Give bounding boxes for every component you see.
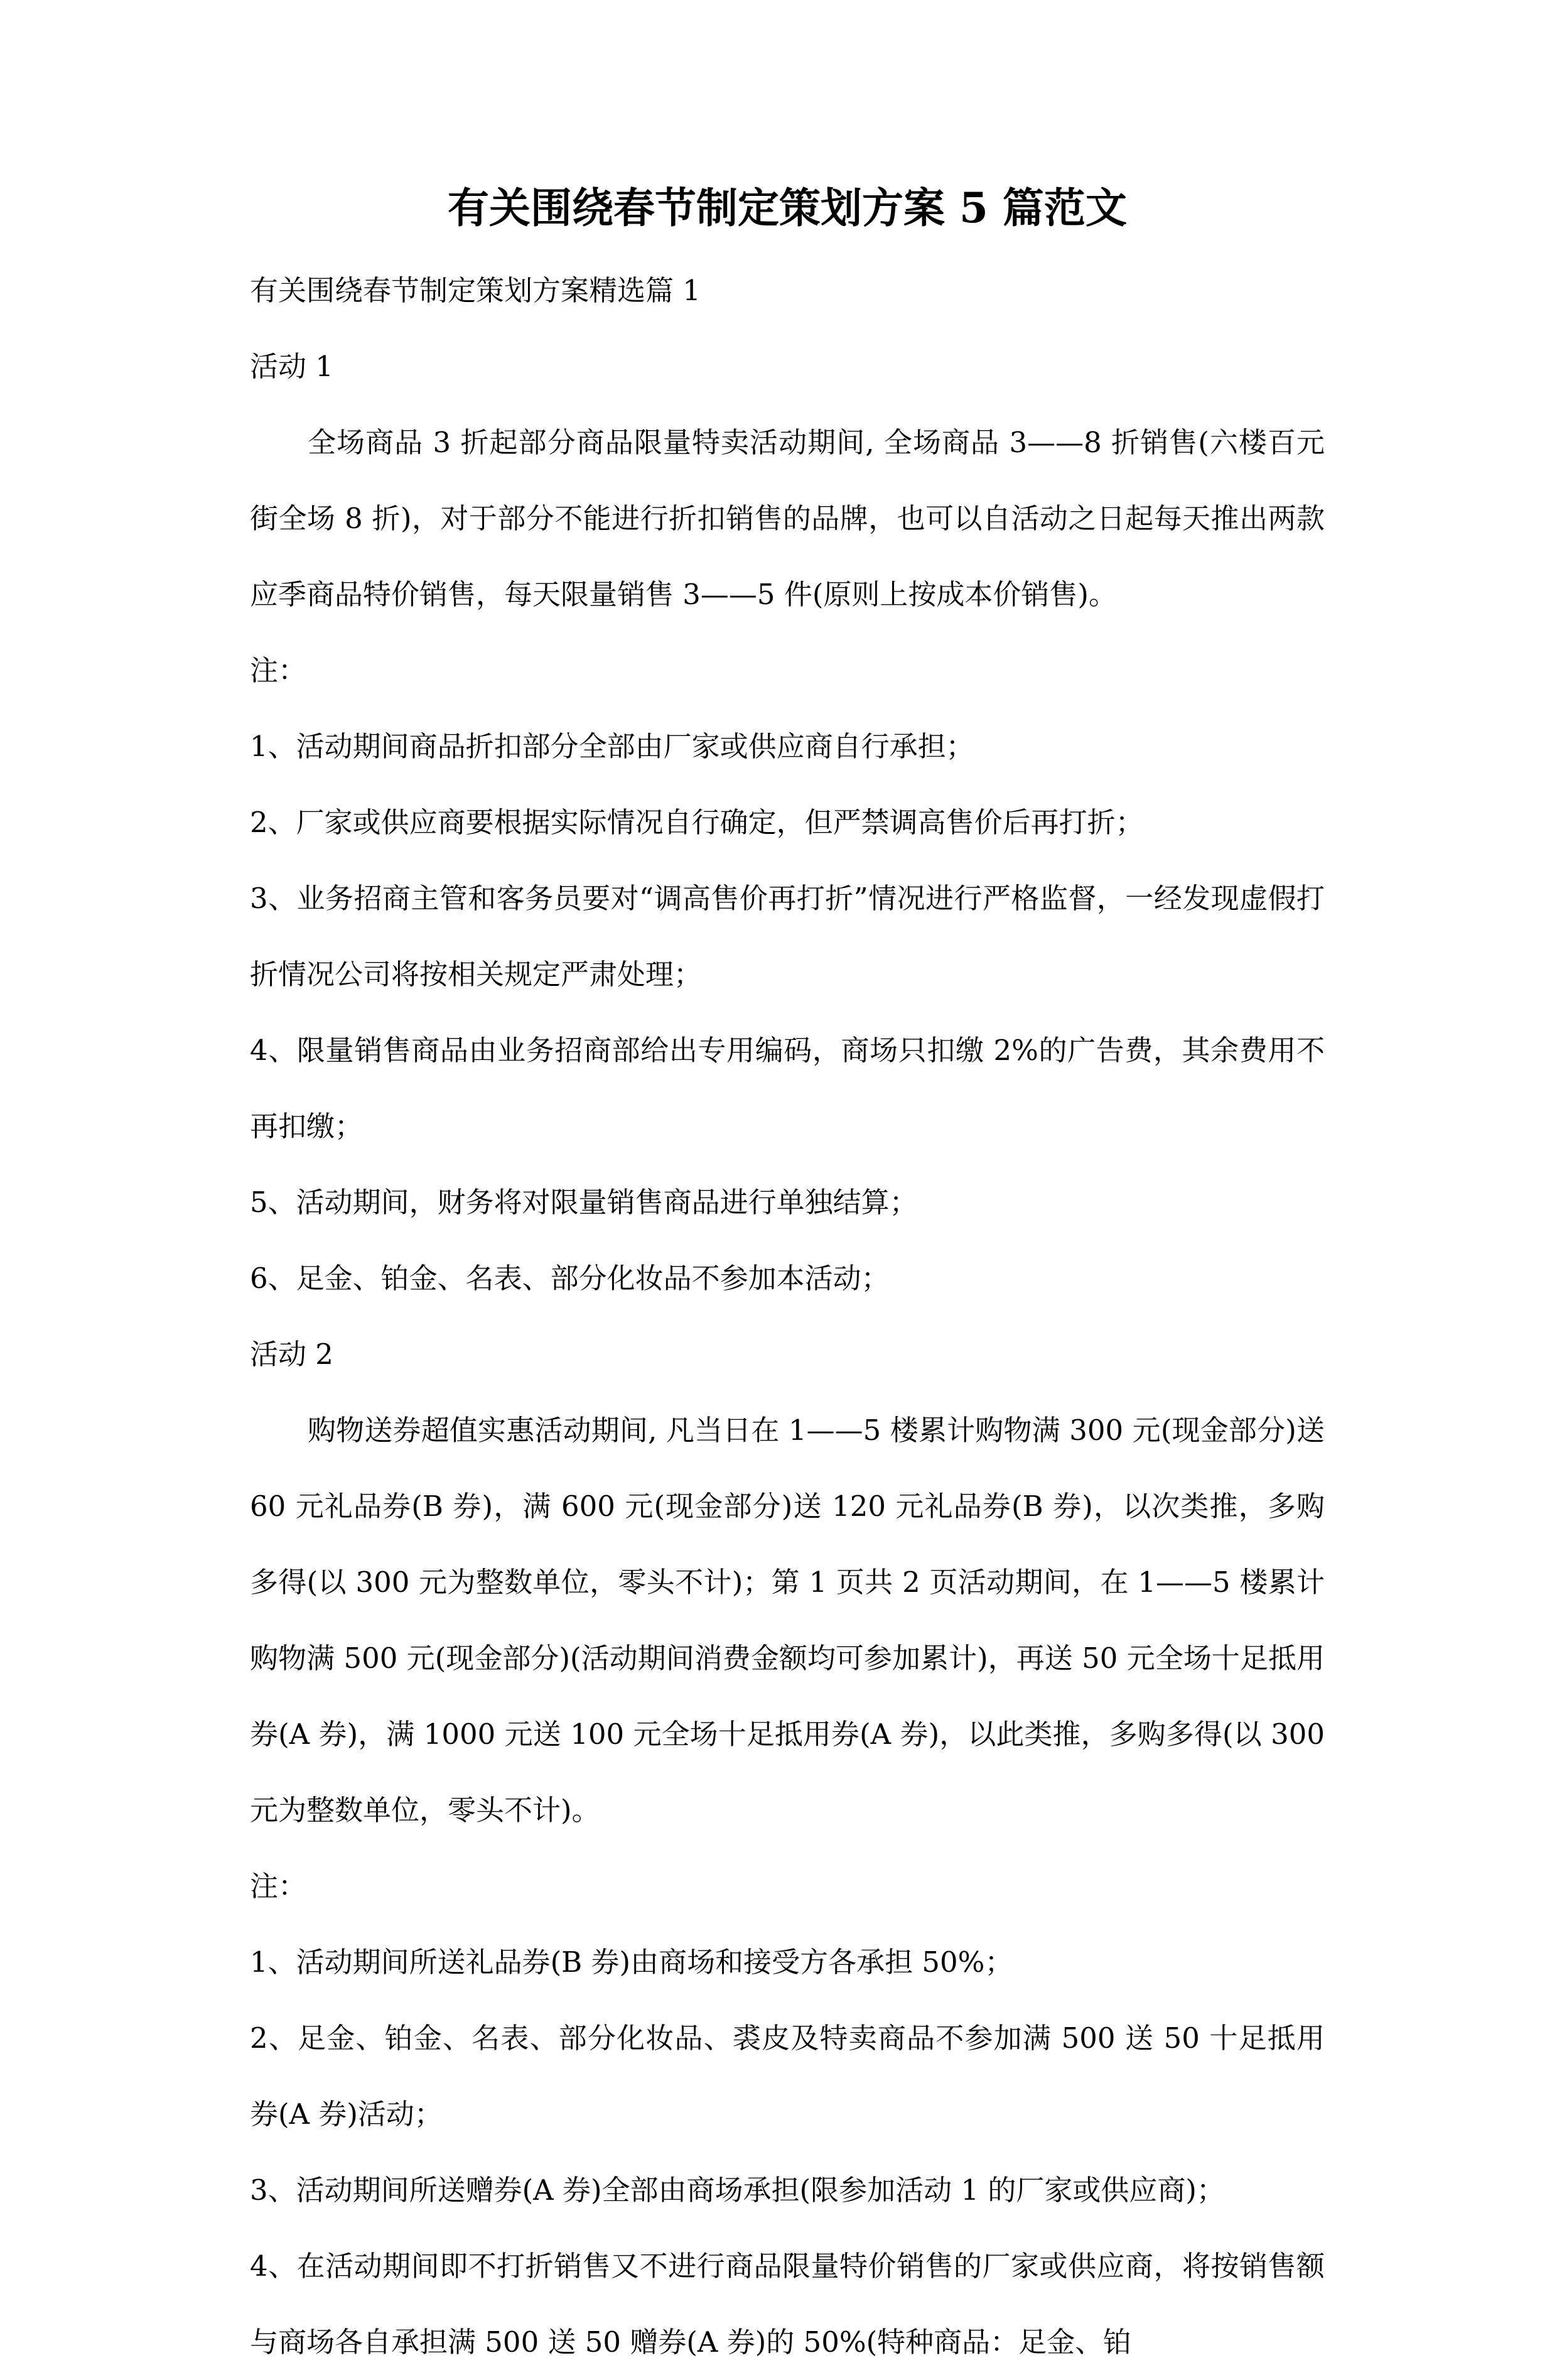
document-subtitle: 有关围绕春节制定策划方案精选篇 1	[250, 274, 701, 307]
note-item-2-3: 3、活动期间所送赠券(A 券)全部由商场承担(限参加活动 1 的厂家或供应商)；	[250, 2173, 1225, 2207]
note-item-1-5: 5、活动期间，财务将对限量销售商品进行单独结算；	[250, 1186, 918, 1219]
note-item-2-4: 4、在活动期间即不打折销售又不进行商品限量特价销售的厂家或供应商，将按销售额与商场各自承担满 500 送 50 赠券(A 券)的 50%(特种商品：足金、铂	[250, 2249, 1325, 2359]
page-title: 有关围绕春节制定策划方案 5 篇范文	[448, 183, 1127, 232]
activity-2-heading: 活动 2	[250, 1338, 333, 1371]
note-item-2-2: 2、足金、铂金、名表、部分化妆品、裘皮及特卖商品不参加满 500 送 50 十足抵用券(A 券)活动；	[250, 2021, 1325, 2131]
note-item-1-4: 4、限量销售商品由业务招商部给出专用编码，商场只扣缴 2%的广告费，其余费用不再扣缴；	[250, 1034, 1325, 1143]
note-label-2: 注：	[250, 1869, 307, 1903]
note-item-1-3: 3、业务招商主管和客务员要对“调高售价再打折”情况进行严格监督，一经发现虚假打折情况公司将按相关规定严肃处理；	[250, 882, 1325, 991]
note-item-1-2: 2、厂家或供应商要根据实际情况自行确定，但严禁调高售价后再打折；	[250, 806, 1144, 839]
note-item-1-6: 6、足金、铂金、名表、部分化妆品不参加本活动；	[250, 1262, 890, 1295]
document-content	[250, 0, 1325, 2380]
activity-1-heading: 活动 1	[250, 350, 333, 383]
note-label-1: 注：	[250, 654, 307, 687]
note-item-1-1: 1、活动期间商品折扣部分全部由厂家或供应商自行承担；	[250, 730, 974, 763]
note-item-2-1: 1、活动期间所送礼品券(B 券)由商场和接受方各承担 50%；	[250, 1945, 1013, 1979]
activity-2-body: 购物送券超值实惠活动期间, 凡当日在 1——5 楼累计购物满 300 元(现金部分)送 60 元礼品券(B 券)，满 600 元(现金部分)送 120 元礼品券(B 券)，以次类推，多购多得(以 300 元为整数单位，零头不计)；第 1 页共 2 页活动期间，在 1——5 楼累计购物满 500 元(现金部分)(活动期间消费金额均可参加累计)，再送 50 元全场十足抵用券(A 券)，满 1000 元送 100 元全场十足抵用券(A 券)，以此类推，多购多得(以 300 元为整数单位，零头不计)。	[250, 1414, 1325, 1827]
activity-1-body: 全场商品 3 折起部分商品限量特卖活动期间, 全场商品 3——8 折销售(六楼百元街全场 8 折)，对于部分不能进行折扣销售的品牌，也可以自活动之日起每天推出两款应季商品特价销售，每天限量销售 3——5 件(原则上按成本价销售)。	[250, 426, 1325, 611]
